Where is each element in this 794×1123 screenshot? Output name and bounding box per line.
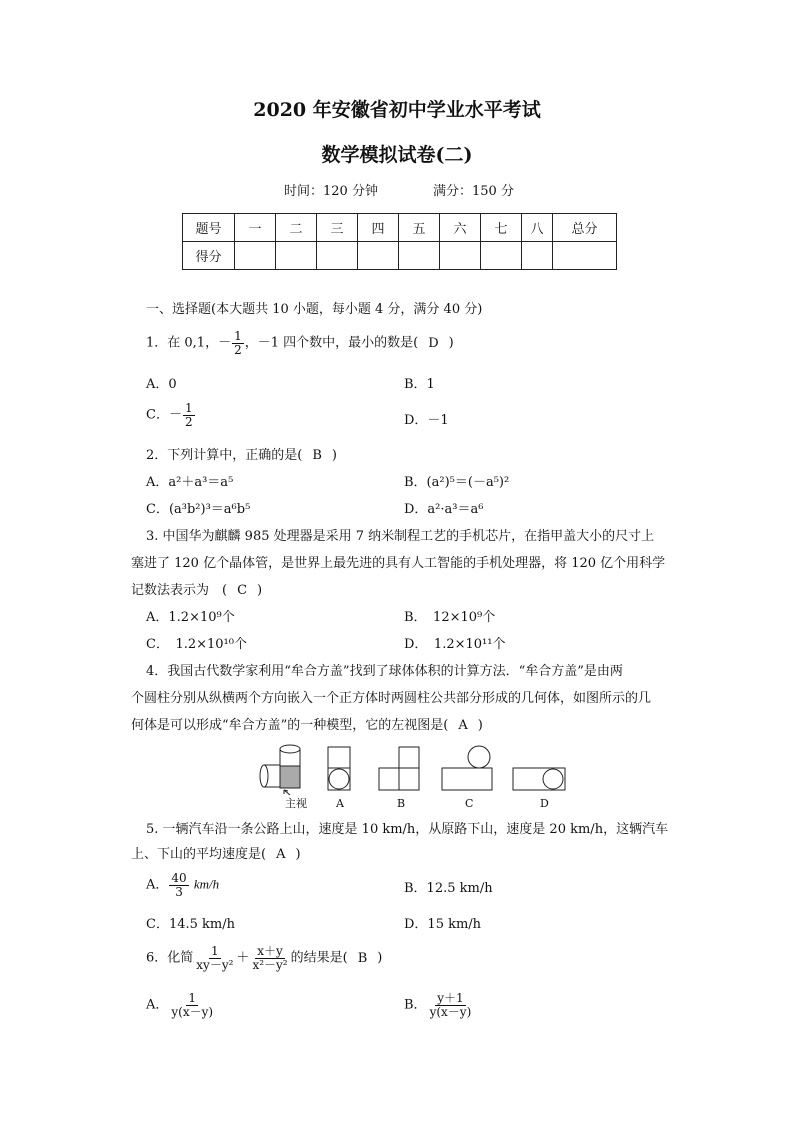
score-cell[interactable] (481, 242, 522, 270)
question-3-line: 3. 中国华为麒麟 985 处理器是采用 7 纳米制程工艺的手机芯片，在指甲盖大小的尺寸上 (146, 529, 655, 544)
fraction (428, 992, 474, 1018)
figure-label-b: B (397, 797, 406, 810)
denominator: 2 (184, 414, 193, 429)
numerator: 1 (184, 401, 193, 415)
exam-subtitle: 数学模拟试卷(二) (321, 144, 473, 166)
question-text: 的结果是( (290, 950, 348, 966)
figure-label-a: A (336, 797, 344, 810)
numerator: 1 (234, 329, 242, 343)
score-cell[interactable] (358, 242, 399, 270)
score-cell[interactable] (276, 242, 317, 270)
question-text: 6．化简 (146, 950, 194, 966)
denominator: 2 (234, 342, 242, 357)
option-label: A． (146, 997, 169, 1013)
denominator: 3 (175, 884, 183, 899)
question-6 (146, 945, 382, 971)
table-cell: 四 (358, 214, 399, 242)
answer: A (458, 718, 468, 733)
question-3-line (131, 583, 262, 599)
score-cell[interactable] (553, 242, 617, 270)
table-row (183, 242, 617, 270)
table-cell: 一 (235, 214, 276, 242)
option-b: B．12.5 km/h (404, 881, 493, 896)
answer: B (357, 950, 368, 966)
question-4-line: 个圆柱分别从纵横两个方向嵌入一个正方体时两圆柱公共部分形成的几何体，如图所示的几 (131, 691, 652, 706)
fraction (169, 872, 188, 898)
option-b: B． 12×10⁹个 (404, 610, 496, 625)
question-4-line: 4．我国古代数学家利用“牟合方盖”找到了球体体积的计算方法．“牟合方盖”是由两 (146, 664, 623, 679)
option-d: D．a²·a³＝a⁶ (404, 502, 484, 517)
denominator: y(x－y) (171, 1004, 214, 1019)
question-5-line (131, 847, 301, 863)
option-d: D．－1 (404, 413, 449, 428)
option-d: D． 1.2×10¹¹个 (404, 637, 506, 652)
question-1 (146, 330, 454, 356)
option-b: B．(a²)⁵＝(－a⁵)² (404, 475, 510, 490)
question-2 (146, 448, 337, 464)
table-cell: 三 (317, 214, 358, 242)
bracket: ) (448, 335, 454, 351)
option-label: C．－ (146, 407, 182, 423)
score-cell[interactable] (522, 242, 553, 270)
score-cell[interactable] (235, 242, 276, 270)
numerator: x＋y (257, 944, 283, 958)
fraction (183, 402, 195, 428)
unit: km/h (193, 876, 220, 892)
fraction (194, 945, 235, 971)
question-text: 记数法表示为 ( (131, 583, 228, 598)
table-cell: 得分 (183, 242, 235, 270)
option-b (404, 992, 474, 1018)
option-label: B． (404, 997, 427, 1013)
option-label: A． (146, 877, 169, 893)
score-table (182, 213, 617, 270)
option-a: A．a²＋a³＝a⁵ (146, 475, 234, 490)
denominator: x²－y² (252, 957, 288, 972)
question-text: ，－1 四个数中，最小的数是( (244, 335, 419, 351)
option-a (146, 872, 219, 898)
operator: ＋ (236, 950, 250, 966)
option-c (146, 402, 196, 428)
numerator: y＋1 (437, 991, 464, 1005)
option-a: A．0 (146, 377, 177, 392)
time-label: 时间：120 分钟 (284, 184, 378, 199)
table-cell: 六 (440, 214, 481, 242)
question-text: 何体是可以形成“牟合方盖”的一种模型，它的左视图是( (131, 718, 449, 733)
question-4-line (131, 718, 483, 734)
option-c: C．(a³b²)³＝a⁶b⁵ (146, 502, 251, 517)
table-row (183, 214, 617, 242)
option-c: C． 1.2×10¹⁰个 (146, 637, 247, 652)
fraction (250, 945, 289, 971)
option-a (146, 992, 216, 1018)
question-text: 上、下山的平均速度是( (131, 847, 267, 862)
section-heading: 一、选择题(本大题共 10 小题，每小题 4 分，满分 40 分) (146, 302, 483, 317)
question-5-line: 5. 一辆汽车沿一条公路上山，速度是 10 km/h，从原路下山，速度是 20 km/h，这辆汽车 (146, 822, 669, 837)
table-cell: 七 (481, 214, 522, 242)
answer: D (428, 335, 439, 351)
score-cell[interactable] (317, 242, 358, 270)
figure-label-d: D (540, 797, 549, 810)
table-cell: 五 (399, 214, 440, 242)
answer: A (276, 847, 286, 862)
table-cell: 题号 (183, 214, 235, 242)
option-b: B．1 (404, 377, 435, 392)
score-cell[interactable] (399, 242, 440, 270)
answer: C (237, 583, 248, 598)
numerator: 1 (211, 944, 219, 958)
question-3-line: 塞进了 120 亿个晶体管，是世界上最先进的具有人工智能的手机处理器，将 120 亿个用科学 (131, 556, 666, 571)
three-view-figure (250, 742, 580, 796)
fraction (232, 330, 244, 356)
score-cell[interactable] (440, 242, 481, 270)
figure-label-main-view: 主视 (285, 797, 307, 810)
bracket: ) (257, 583, 263, 598)
denominator: xy－y² (196, 957, 234, 972)
answer: B (312, 448, 322, 463)
numerator: 40 (171, 871, 187, 885)
numerator: 1 (188, 991, 197, 1005)
bracket: ) (331, 448, 337, 463)
exam-title: 2020 年安徽省初中学业水平考试 (253, 99, 541, 121)
table-cell: 二 (276, 214, 317, 242)
fraction (169, 992, 215, 1018)
score-label: 满分：150 分 (433, 184, 514, 199)
denominator: y(x－y) (429, 1004, 472, 1019)
bracket: ) (377, 950, 383, 966)
table-cell: 总分 (553, 214, 617, 242)
option-c: C．14.5 km/h (146, 917, 235, 932)
bracket: ) (295, 847, 301, 862)
question-text: 1．在 0,1，－ (146, 335, 232, 351)
figure-label-c: C (465, 797, 474, 810)
bracket: ) (477, 718, 483, 733)
option-d: D．15 km/h (404, 917, 482, 932)
question-text: 2．下列计算中，正确的是( (146, 448, 303, 463)
option-a: A．1.2×10⁹个 (146, 610, 235, 625)
table-cell: 八 (522, 214, 553, 242)
